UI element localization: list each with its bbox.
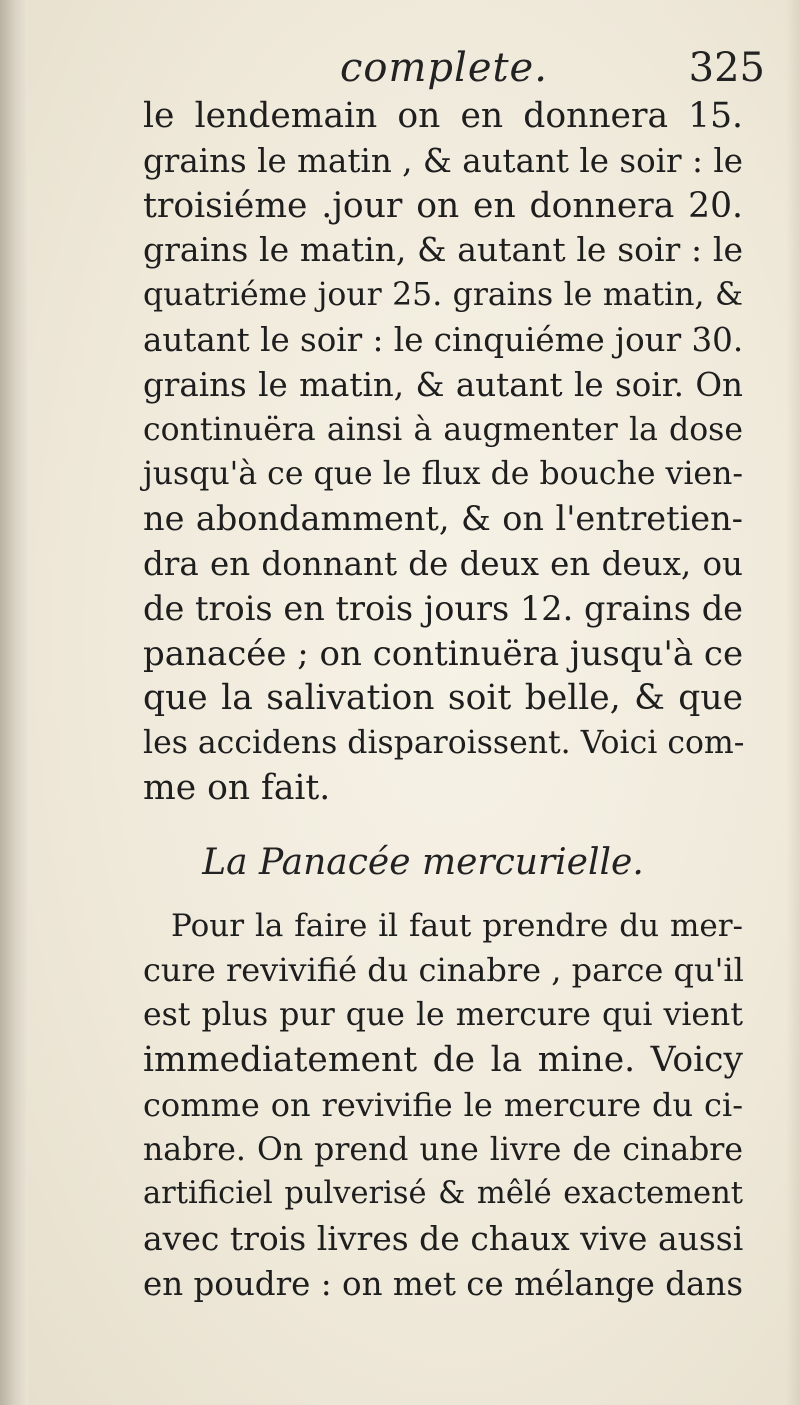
page-number: 325: [688, 45, 765, 91]
text-line: le lendemain on en donnera 15.: [143, 96, 743, 136]
text-line: grains le matin , & autant le soir : le: [143, 141, 743, 180]
text-line: de trois en trois jours 12. grains de: [143, 588, 743, 628]
text-line: que la salivation soit belle, & que: [143, 678, 743, 719]
text-line: panacée ; on continuëra jusqu'à ce: [143, 633, 744, 674]
running-head: complete.: [340, 45, 548, 91]
text-line: troisiéme .jour on en donnera 20.: [143, 185, 743, 226]
text-line: grains le matin, & autant le soir : le: [143, 230, 743, 270]
text-line: autant le soir : le cinquiéme jour 30.: [143, 320, 744, 359]
page-header: [145, 45, 785, 97]
text-line: ne abondamment, & on l'entretien-: [143, 499, 743, 539]
text-line: quatriéme jour 25. grains le matin, &: [143, 277, 743, 314]
section-title: La Panacée mercurielle.: [202, 841, 644, 883]
text-line: nabre. On prend une livre de cinabre: [143, 1131, 743, 1168]
text-line: grains le matin, & autant le soir. On: [143, 365, 743, 404]
text-line: jusqu'à ce que le flux de bouche vien-: [143, 456, 743, 493]
text-line: dra en donnant de deux en deux, ou: [143, 544, 743, 583]
text-line: immediatement de la mine. Voicy: [143, 1039, 743, 1080]
text-line: avec trois livres de chaux vive aussi: [143, 1219, 744, 1259]
book-binding-edge: [0, 0, 29, 1405]
text-line: continuëra ainsi à augmenter la dose: [143, 411, 743, 448]
text-line: comme on revivifie le mercure du ci-: [143, 1085, 743, 1124]
text-line: me on fait.: [143, 767, 331, 808]
text-line: les accidens disparoissent. Voici com-: [143, 725, 745, 762]
text-line: est plus pur que le mercure qui vient: [143, 997, 743, 1034]
text-line: cure revivifié du cinabre , parce qu'il: [143, 951, 744, 990]
page-shadow: [786, 0, 800, 1405]
text-line: artificiel pulverisé & mêlé exactement: [143, 1176, 743, 1212]
page-text: [143, 94, 743, 1307]
text-line: Pour la faire il faut prendre du mer-: [171, 907, 743, 944]
text-line: en poudre : on met ce mélange dans: [143, 1264, 743, 1303]
